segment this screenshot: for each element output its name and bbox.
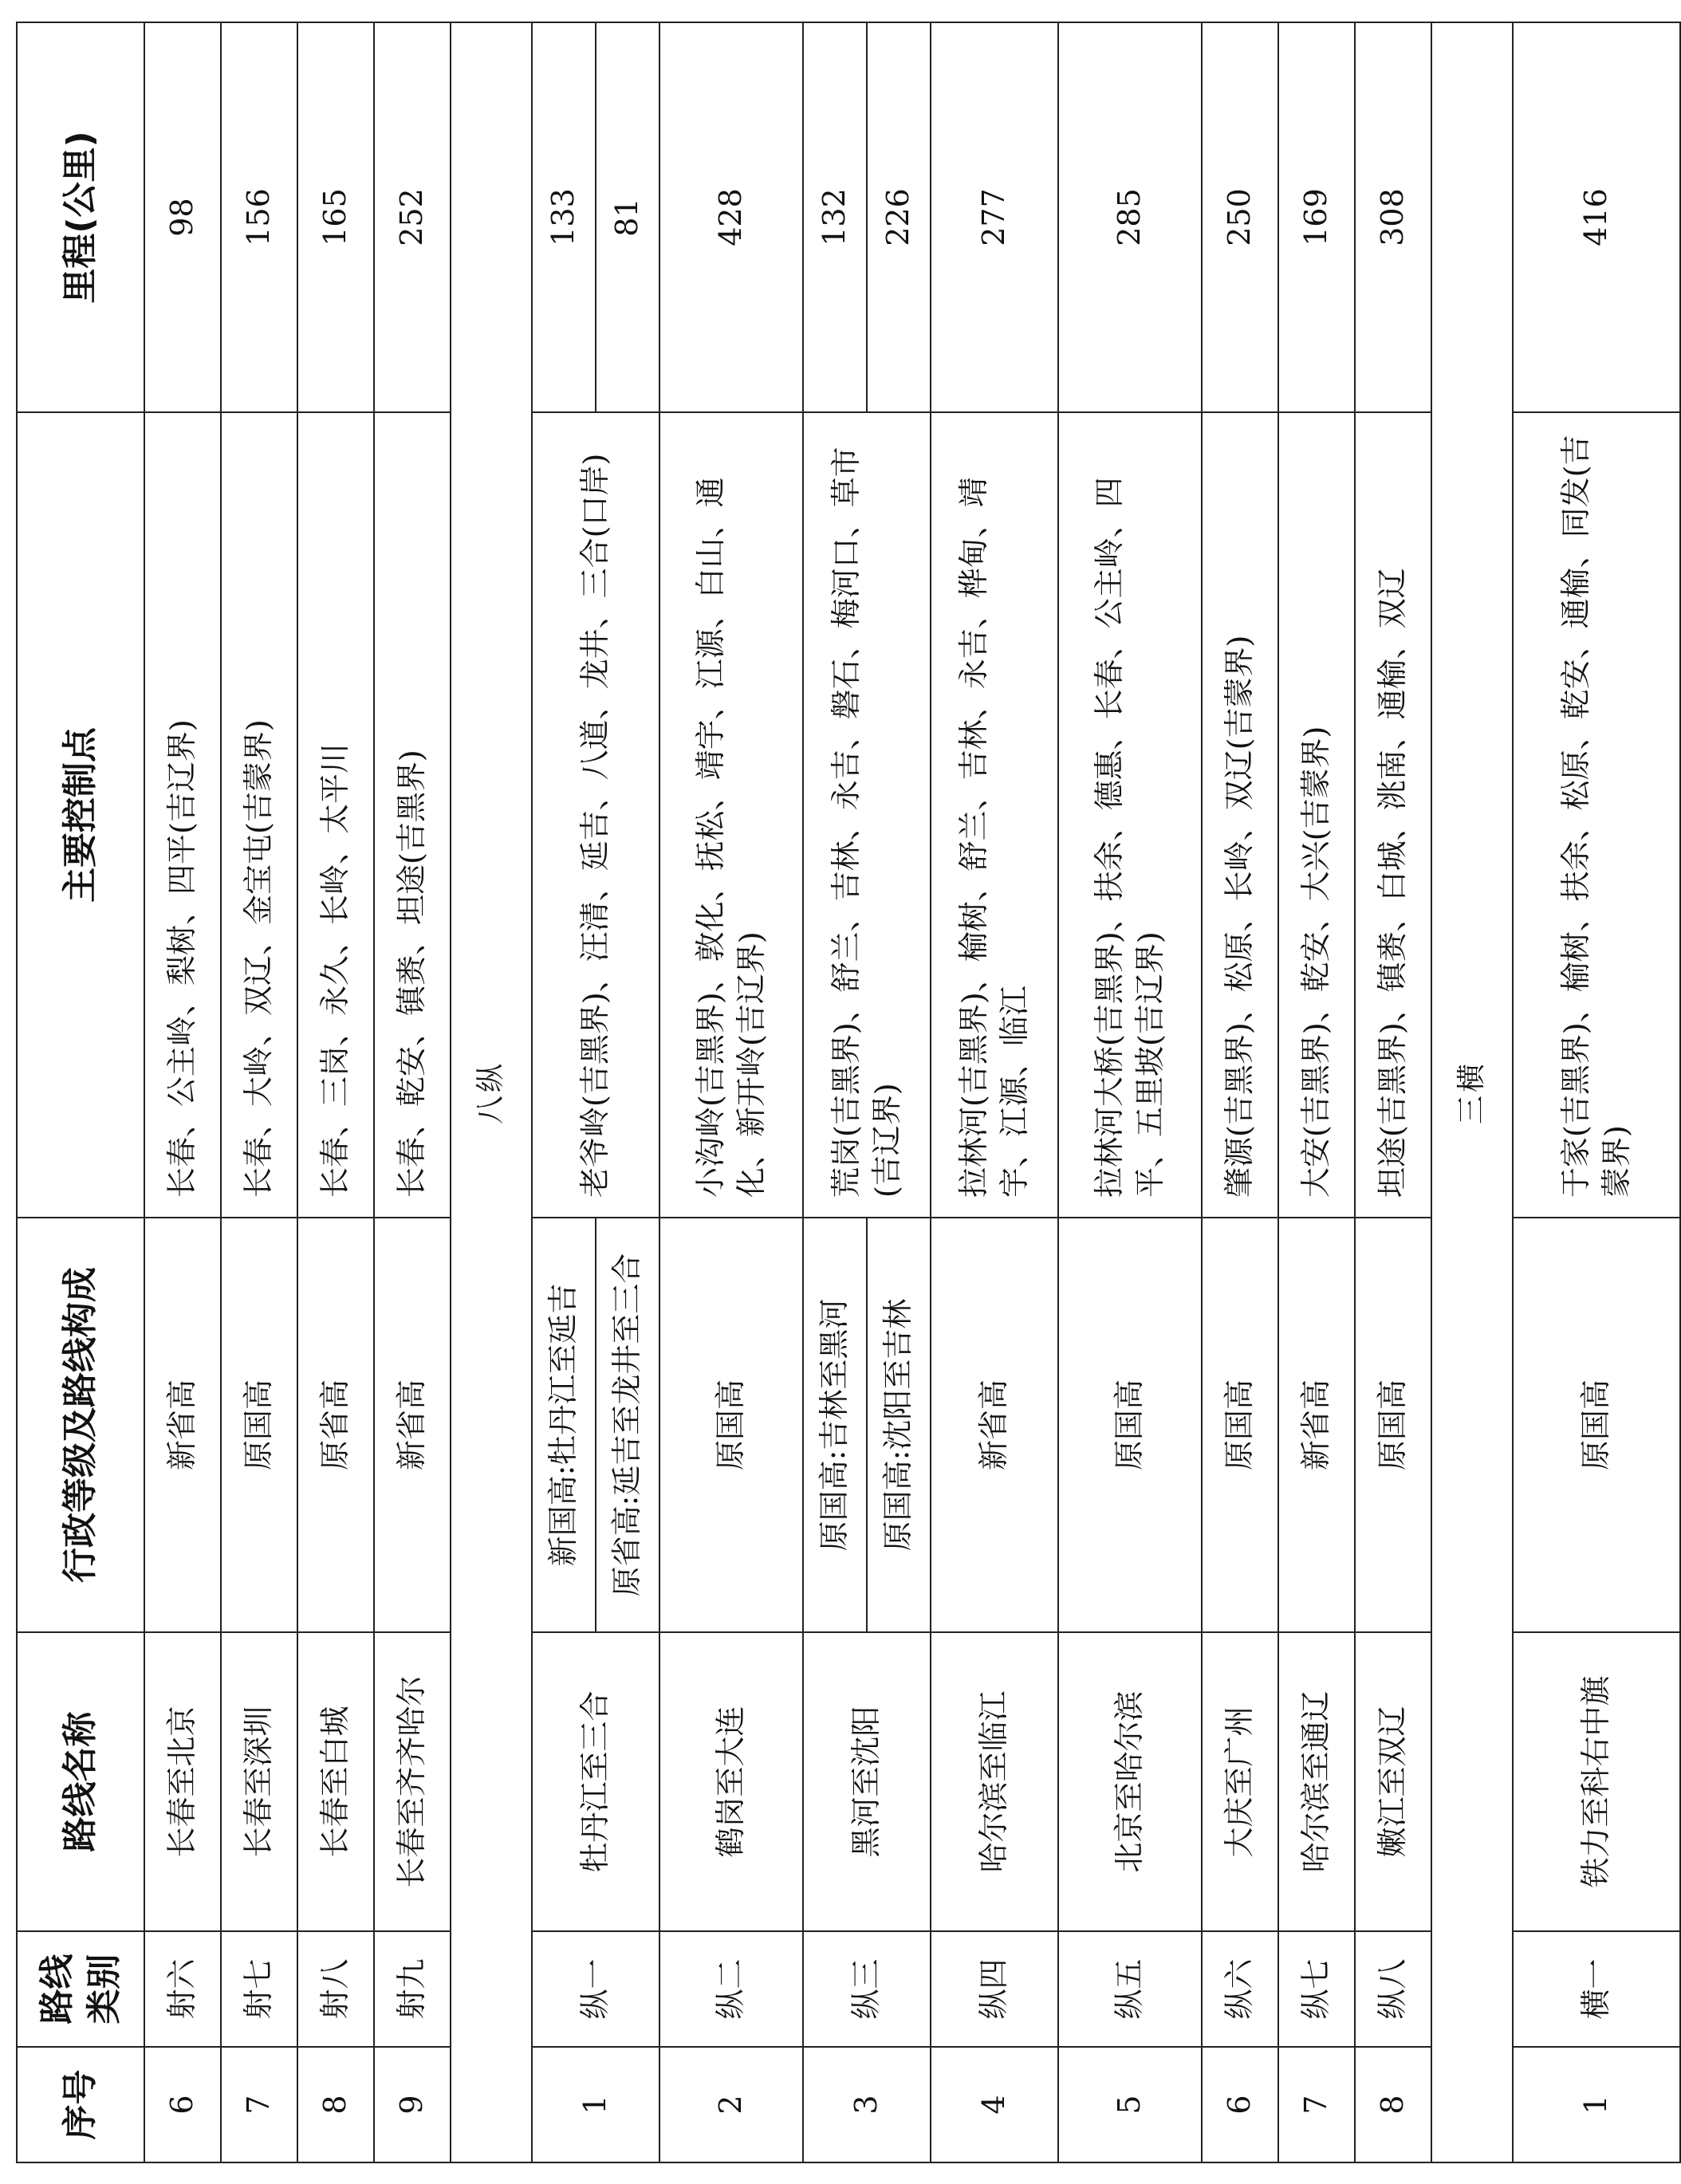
cell-category: 射八 [297,1931,374,2047]
cell-name: 北京至哈尔滨 [1058,1632,1202,1931]
cell-name: 铁力至科右中旗 [1513,1632,1680,1931]
cell-seq: 9 [374,2047,451,2162]
cell-length: 169 [1278,22,1355,412]
cell-category: 射七 [221,1931,297,2047]
cell-name: 长春至白城 [297,1632,374,1931]
cell-admin: 原省高 [297,1218,374,1632]
cell-category: 纵二 [659,1931,803,2047]
table-row [1355,22,1431,2162]
cell-length-split [803,22,931,412]
cell-admin-split [803,1218,931,1632]
table-row [374,22,451,2162]
cell-category: 纵一 [532,1931,659,2047]
cell-length: 428 [659,22,803,412]
cell-control: 长春、大岭、双辽、金宝屯(吉蒙界) [221,412,297,1218]
cell-seq: 3 [803,2047,931,2162]
cell-length: 416 [1513,22,1680,412]
cell-control: 小沟岭(吉黑界)、敦化、抚松、靖宇、江源、白山、通化、新开岭(吉辽界) [659,412,803,1218]
section-row [1431,22,1513,2162]
table-row [1202,22,1278,2162]
cell-name: 哈尔滨至通辽 [1278,1632,1355,1931]
cell-seq: 2 [659,2047,803,2162]
header-admin: 行政等级及路线构成 [17,1218,144,1632]
cell-control: 荒岗(吉黑界)、舒兰、吉林、永吉、磐石、梅河口、草市(吉辽界) [803,412,931,1218]
cell-length: 277 [931,22,1058,412]
cell-name: 大庆至广州 [1202,1632,1278,1931]
cell-length: 250 [1202,22,1278,412]
cell-admin: 原国高 [1202,1218,1278,1632]
cell-control: 长春、乾安、镇赉、坦途(吉黑界) [374,412,451,1218]
cell-length-part: 226 [866,23,930,411]
cell-admin-part: 新国高:牡丹江至延吉 [545,1283,581,1567]
table-row [1278,22,1355,2162]
cell-admin: 原国高 [1058,1218,1202,1632]
cell-category: 射六 [144,1931,221,2047]
table-row [1513,22,1680,2162]
cell-name: 长春至北京 [144,1632,221,1931]
cell-length: 156 [221,22,297,412]
table-row [221,22,297,2162]
table-row [659,22,803,2162]
cell-admin: 新省高 [144,1218,221,1632]
cell-admin: 新省高 [374,1218,451,1632]
table-row [931,22,1058,2162]
cell-seq: 5 [1058,2047,1202,2162]
cell-admin-split [532,1218,659,1632]
table-row [144,22,221,2162]
cell-length: 285 [1058,22,1202,412]
cell-control: 于家(吉黑界)、榆树、扶余、松原、乾安、通榆、同发(吉蒙界) [1513,412,1680,1218]
cell-admin: 原国高 [659,1218,803,1632]
cell-name: 鹤岗至大连 [659,1632,803,1931]
cell-category: 纵四 [931,1931,1058,2047]
cell-length: 165 [297,22,374,412]
cell-control: 大安(吉黑界)、乾安、大兴(吉蒙界) [1278,412,1355,1218]
section-title-three-horizontal: 三横 [1431,22,1513,2162]
cell-category: 射九 [374,1931,451,2047]
cell-admin: 原国高 [1355,1218,1431,1632]
cell-seq: 8 [297,2047,374,2162]
cell-control: 拉林河大桥(吉黑界)、扶余、德惠、长春、公主岭、四平、五里坡(吉辽界) [1058,412,1202,1218]
cell-admin: 原国高 [221,1218,297,1632]
header-length: 里程(公里) [17,22,144,412]
cell-length: 98 [144,22,221,412]
cell-control: 老爷岭(吉黑界)、汪清、延吉、八道、龙井、三合(口岸) [532,412,659,1218]
table-row [532,22,659,2162]
cell-control: 坦途(吉黑界)、镇赉、白城、洮南、通榆、双辽 [1355,412,1431,1218]
section-title-eight-vertical: 八纵 [451,22,532,2162]
cell-control: 长春、公主岭、梨树、四平(吉辽界) [144,412,221,1218]
table-row [1058,22,1202,2162]
cell-seq: 6 [1202,2047,1278,2162]
cell-seq: 8 [1355,2047,1431,2162]
cell-admin-part: 原国高:吉林至黑河 [817,1298,852,1552]
cell-length-part: 132 [817,188,852,246]
cell-seq: 1 [1513,2047,1680,2162]
header-seq: 序号 [17,2047,144,2162]
table-row [297,22,374,2162]
cell-category: 纵六 [1202,1931,1278,2047]
cell-seq: 7 [221,2047,297,2162]
cell-category: 纵三 [803,1931,931,2047]
header-category: 路线类别 [17,1931,144,2047]
cell-control: 肇源(吉黑界)、松原、长岭、双辽(吉蒙界) [1202,412,1278,1218]
cell-name: 长春至齐齐哈尔 [374,1632,451,1931]
cell-length-part: 133 [545,188,581,246]
cell-admin-part: 原国高:沈阳至吉林 [866,1218,930,1631]
cell-category: 横一 [1513,1931,1680,2047]
cell-name: 长春至深圳 [221,1632,297,1931]
cell-category: 纵七 [1278,1931,1355,2047]
cell-length-split [532,22,659,412]
cell-admin: 新省高 [931,1218,1058,1632]
section-row [451,22,532,2162]
cell-control: 长春、三岗、永久、长岭、太平川 [297,412,374,1218]
cell-category: 纵五 [1058,1931,1202,2047]
header-control: 主要控制点 [17,412,144,1218]
cell-length: 308 [1355,22,1431,412]
cell-name: 哈尔滨至临江 [931,1632,1058,1931]
cell-admin-part: 原省高:延吉至龙井至三合 [595,1218,659,1631]
highway-route-table [16,22,1681,2163]
cell-seq: 7 [1278,2047,1355,2162]
cell-seq: 6 [144,2047,221,2162]
cell-category: 纵八 [1355,1931,1431,2047]
table-row [803,22,931,2162]
header-row [17,22,144,2162]
cell-length-part: 81 [595,23,659,411]
cell-length: 252 [374,22,451,412]
cell-name: 黑河至沈阳 [803,1632,931,1931]
cell-seq: 4 [931,2047,1058,2162]
cell-admin: 原国高 [1513,1218,1680,1632]
header-name: 路线名称 [17,1632,144,1931]
cell-name: 牡丹江至三合 [532,1632,659,1931]
cell-name: 嫩江至双辽 [1355,1632,1431,1931]
cell-admin: 新省高 [1278,1218,1355,1632]
cell-seq: 1 [532,2047,659,2162]
cell-control: 拉林河(吉黑界)、榆树、舒兰、吉林、永吉、桦甸、靖宇、江源、临江 [931,412,1058,1218]
